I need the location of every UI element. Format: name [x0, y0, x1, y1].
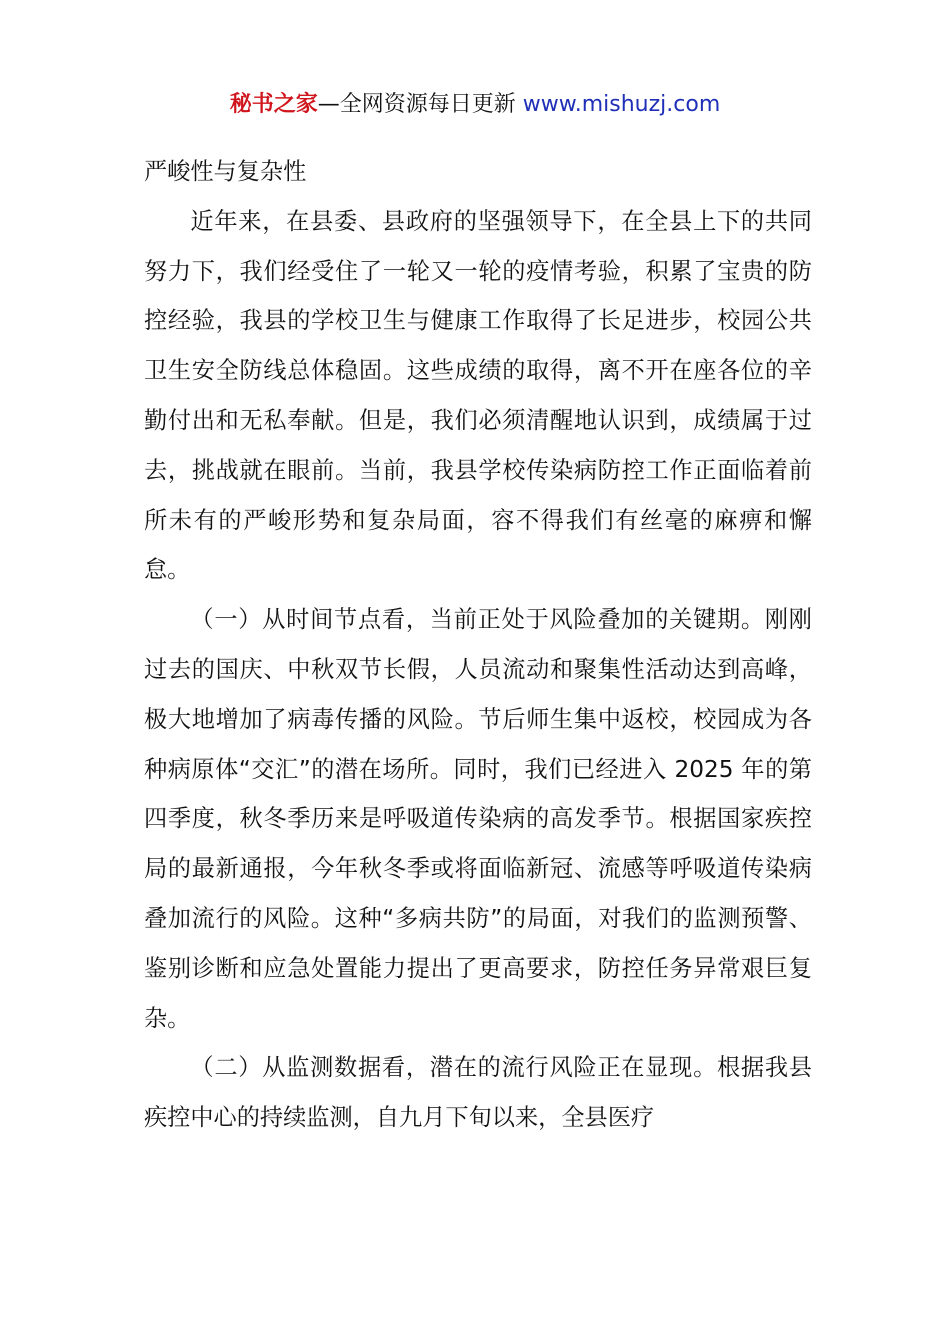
page-header [0, 88, 950, 122]
paragraph-intro: 近年来，在县委、县政府的坚强领导下，在全县上下的共同努力下，我们经受住了一轮又一轮的疫情考验，积累了宝贵的防控经验，我县的学校卫生与健康工作取得了长足进步，校园公共卫生安全防线总体稳固。这些成绩的取得，离不开在座各位的辛勤付出和无私奉献。但是，我们必须清醒地认识到，成绩属于过去，挑战就在眼前。当前，我县学校传染病防控工作正面临着前所未有的严峻形势和复杂局面，容不得我们有丝毫的麻痹和懈怠。 [144, 207, 812, 584]
header-site-link[interactable]: www.mishuzj.com [522, 92, 721, 117]
header-tagline: —全网资源每日更新 [317, 92, 523, 117]
paragraph-point-1: （一）从时间节点看，当前正处于风险叠加的关键期。刚刚过去的国庆、中秋双节长假，人员流动和聚集性活动达到高峰，极大地增加了病毒传播的风险。节后师生集中返校，校园成为各种病原体“交汇”的潜在场所。同时，我们已经进入 2025 年的第四季度，秋冬季历来是呼吸道传染病的高发季节。根据国家疾控局的最新通报，今年秋冬季或将面临新冠、流感等呼吸道传染病叠加流行的风险。这种“多病共防”的局面，对我们的监测预警、鉴别诊断和应急处置能力提出了更高要求，防控任务异常艰巨复杂。 [144, 606, 812, 1032]
document-body [144, 147, 812, 1143]
section-heading-continued: 严峻性与复杂性 [144, 158, 307, 185]
header-brand: 秘书之家 [229, 92, 318, 117]
paragraph-point-2: （二）从监测数据看，潜在的流行风险正在显现。根据我县疾控中心的持续监测，自九月下旬以来，全县医疗 [144, 1054, 812, 1132]
